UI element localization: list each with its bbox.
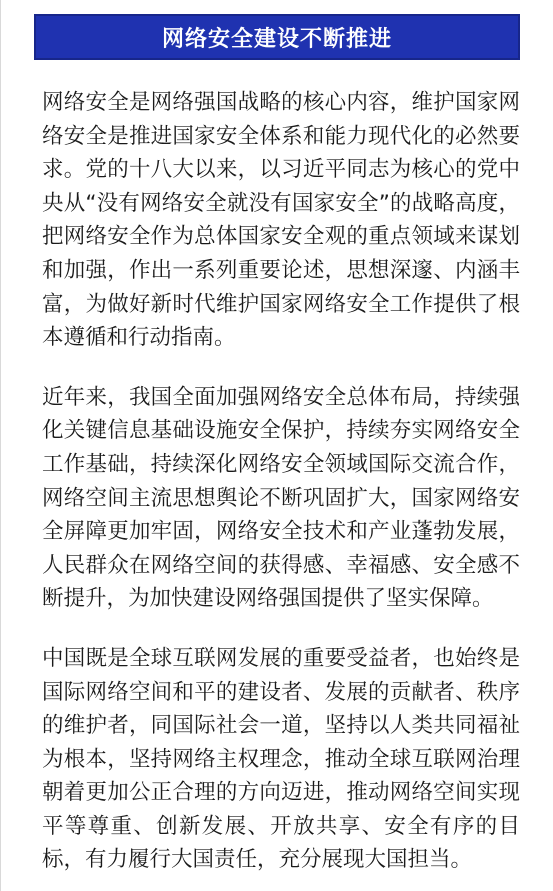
paragraph-3: 中国既是全球互联网发展的重要受益者，也始终是国际网络空间和平的建设者、发展的贡献者、秩序的维护者，同国际社会一道，坚持以人类共同福祉为根本，坚持网络主权理念，推动全球互联网治理朝着更加公正合理的方向迈进，推动网络空间实现平等尊重、创新发展、开放共享、安全有序的目标，有力履行大国责任，充分展现大国担当。 [42, 645, 520, 873]
page-title: 网络安全建设不断推进 [161, 26, 392, 52]
article-body [42, 86, 520, 891]
paragraph-1: 网络安全是网络强国战略的核心内容，维护国家网络安全是推进国家安全体系和能力现代化的必然要求。党的十八大以来，以习近平同志为核心的党中央从“没有网络安全就没有国家安全”的战略高度，把网络安全作为总体国家安全观的重点领域来谋划和加强，作出一系列重要论述，思想深邃、内涵丰富，为做好新时代维护国家网络安全工作提供了根本遵循和行动指南。 [42, 90, 520, 351]
title-banner [34, 14, 520, 60]
paragraph-2: 近年来，我国全面加强网络安全总体布局，持续强化关键信息基础设施安全保护，持续夯实网络安全工作基础，持续深化网络安全领域国际交流合作，网络空间主流思想舆论不断巩固扩大，国家网络安全屏障更加牢固，网络安全技术和产业蓬勃发展，人民群众在网络空间的获得感、幸福感、安全感不断提升，为加快建设网络强国提供了坚实保障。 [42, 384, 520, 612]
